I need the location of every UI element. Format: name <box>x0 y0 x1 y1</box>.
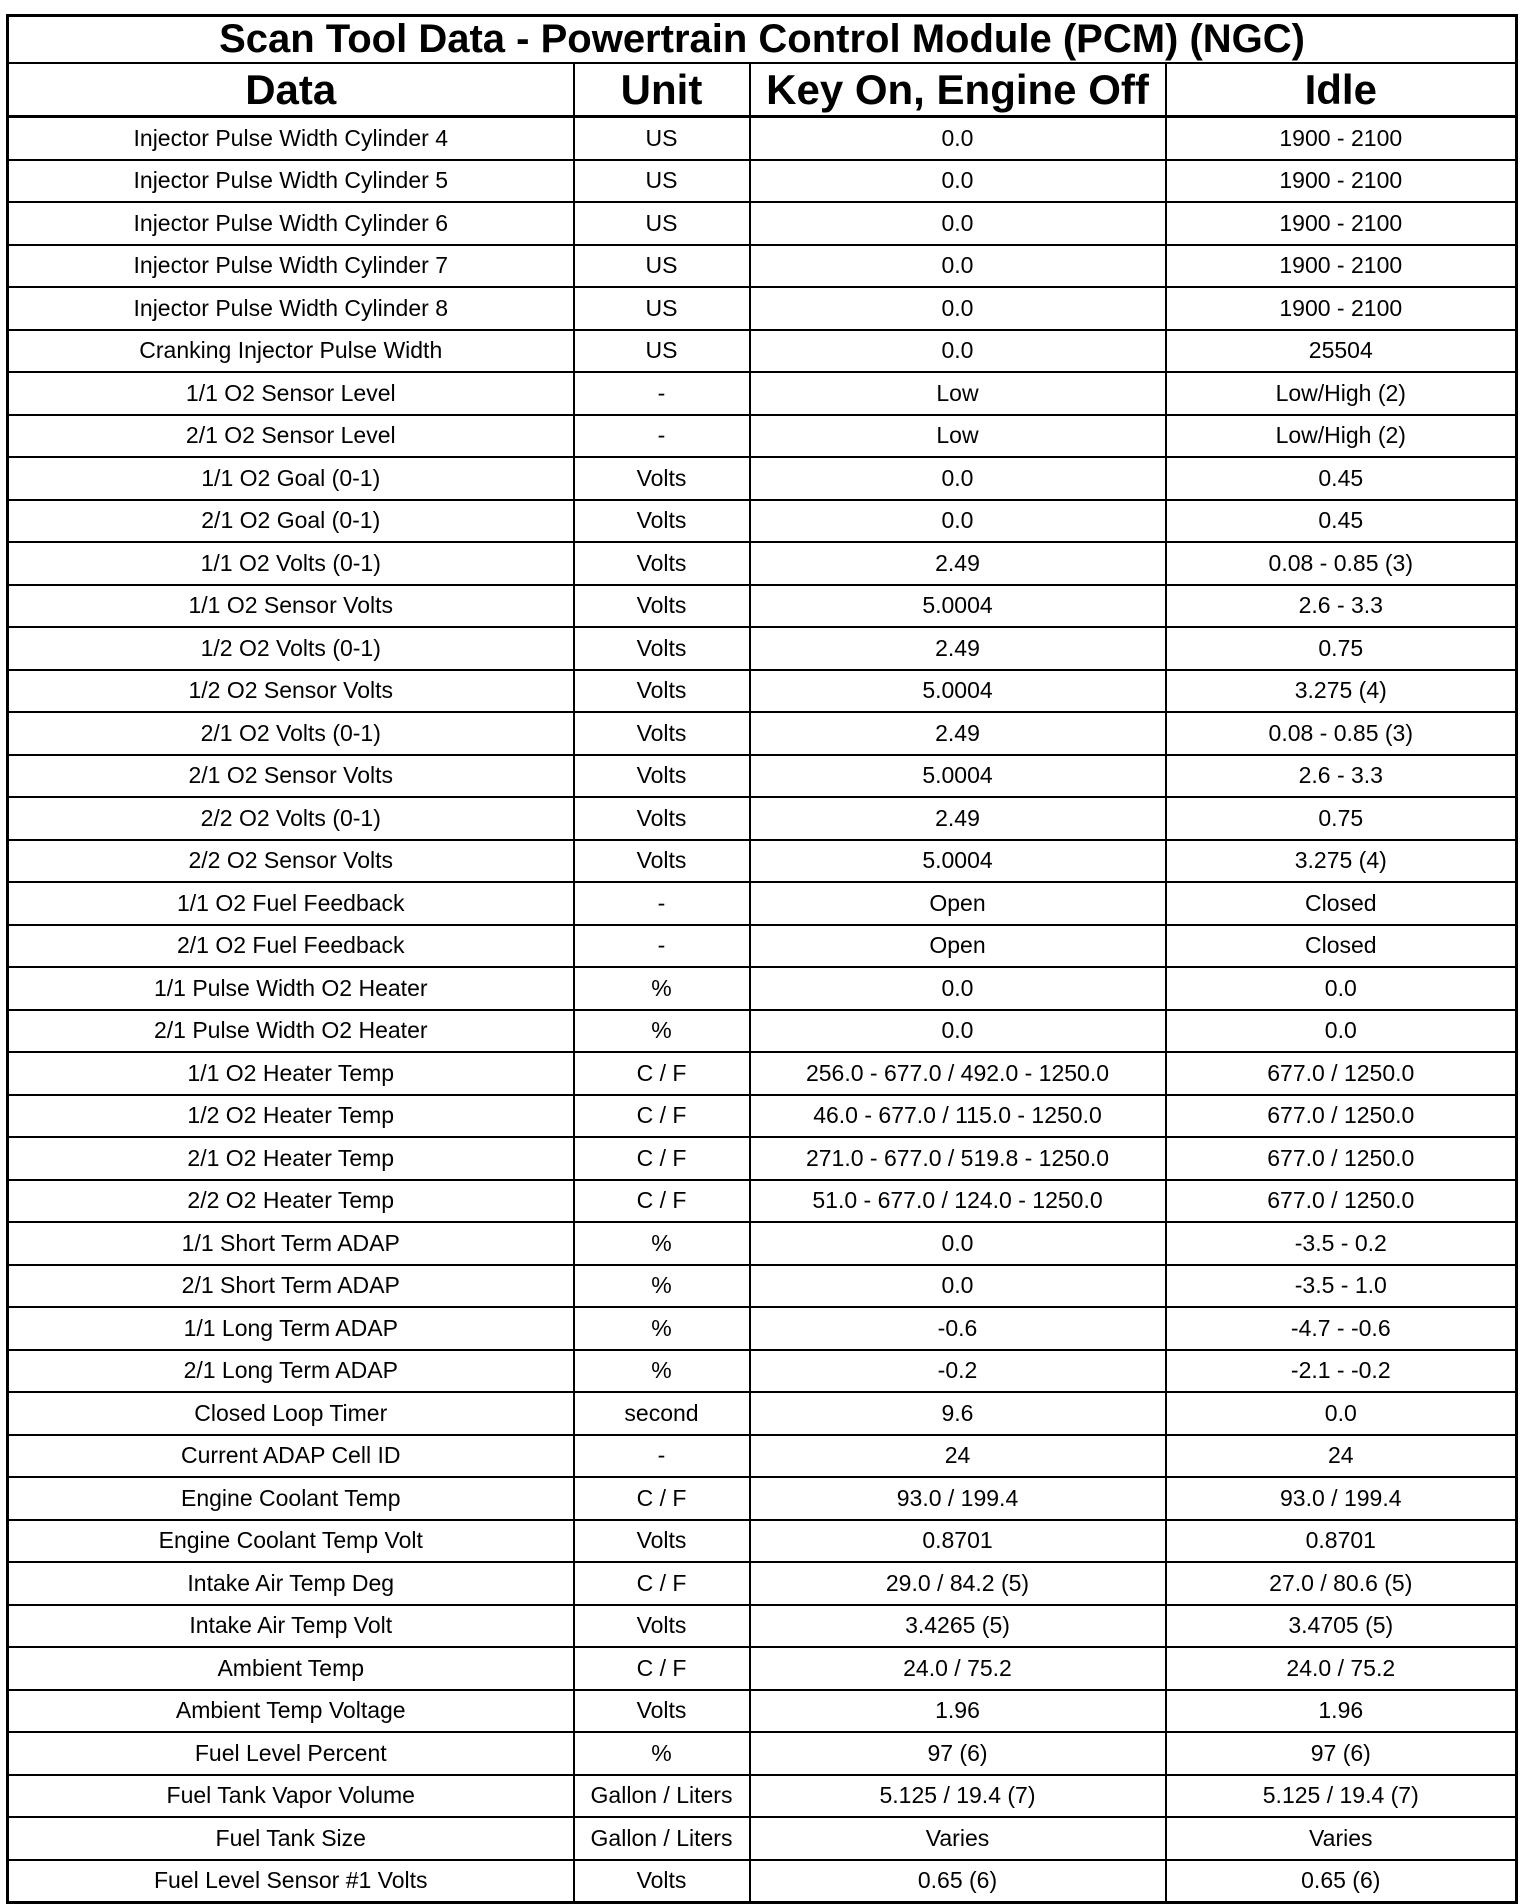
idle-cell: 3.275 (4) <box>1166 840 1517 883</box>
table-row <box>8 1435 1517 1478</box>
unit-cell: % <box>574 1265 750 1308</box>
idle-cell: 2.6 - 3.3 <box>1166 585 1517 628</box>
key-on-engine-off-cell: 24.0 / 75.2 <box>750 1647 1166 1690</box>
unit-cell: Gallon / Liters <box>574 1817 750 1860</box>
key-on-engine-off-cell: 5.0004 <box>750 755 1166 798</box>
data-cell: 2/1 Pulse Width O2 Heater <box>8 1010 574 1053</box>
table-row <box>8 1392 1517 1435</box>
idle-cell: Closed <box>1166 925 1517 968</box>
unit-cell: C / F <box>574 1137 750 1180</box>
data-cell: Fuel Level Sensor #1 Volts <box>8 1860 574 1903</box>
table-row <box>8 1477 1517 1520</box>
key-on-engine-off-cell: 5.0004 <box>750 670 1166 713</box>
key-on-engine-off-cell: Low <box>750 415 1166 458</box>
unit-cell: US <box>574 287 750 330</box>
unit-cell: % <box>574 1307 750 1350</box>
table-row <box>8 287 1517 330</box>
table-row <box>8 1095 1517 1138</box>
data-cell: 1/1 O2 Sensor Volts <box>8 585 574 628</box>
table-row <box>8 1350 1517 1393</box>
idle-cell: 0.75 <box>1166 797 1517 840</box>
data-cell: Closed Loop Timer <box>8 1392 574 1435</box>
unit-cell: - <box>574 882 750 925</box>
key-on-engine-off-cell: 2.49 <box>750 712 1166 755</box>
key-on-engine-off-cell: Open <box>750 925 1166 968</box>
table-row <box>8 1265 1517 1308</box>
table-row <box>8 245 1517 288</box>
idle-cell: 24.0 / 75.2 <box>1166 1647 1517 1690</box>
key-on-engine-off-cell: Varies <box>750 1817 1166 1860</box>
unit-cell: - <box>574 415 750 458</box>
data-cell: 1/1 Pulse Width O2 Heater <box>8 967 574 1010</box>
table-row <box>8 1520 1517 1563</box>
idle-cell: -3.5 - 0.2 <box>1166 1222 1517 1265</box>
data-cell: 1/2 O2 Volts (0-1) <box>8 627 574 670</box>
idle-cell: 3.4705 (5) <box>1166 1605 1517 1648</box>
data-cell: 2/1 O2 Sensor Level <box>8 415 574 458</box>
idle-cell: 25504 <box>1166 330 1517 373</box>
key-on-engine-off-cell: 2.49 <box>750 542 1166 585</box>
data-cell: 2/1 O2 Sensor Volts <box>8 755 574 798</box>
unit-cell: % <box>574 1010 750 1053</box>
table-row <box>8 372 1517 415</box>
idle-cell: 27.0 / 80.6 (5) <box>1166 1562 1517 1605</box>
key-on-engine-off-cell: 0.0 <box>750 1010 1166 1053</box>
unit-cell: Volts <box>574 627 750 670</box>
key-on-engine-off-cell: 5.0004 <box>750 585 1166 628</box>
key-on-engine-off-cell: 0.0 <box>750 457 1166 500</box>
unit-cell: Volts <box>574 1860 750 1903</box>
table-row <box>8 882 1517 925</box>
key-on-engine-off-cell: -0.6 <box>750 1307 1166 1350</box>
unit-cell: Volts <box>574 712 750 755</box>
data-cell: Engine Coolant Temp Volt <box>8 1520 574 1563</box>
unit-cell: second <box>574 1392 750 1435</box>
key-on-engine-off-cell: 0.0 <box>750 245 1166 288</box>
table-title: Scan Tool Data - Powertrain Control Module (PCM) (NGC) <box>8 16 1517 64</box>
key-on-engine-off-cell: 9.6 <box>750 1392 1166 1435</box>
scan-tool-data-table <box>6 14 1518 1904</box>
key-on-engine-off-cell: 271.0 - 677.0 / 519.8 - 1250.0 <box>750 1137 1166 1180</box>
unit-cell: Gallon / Liters <box>574 1775 750 1818</box>
data-cell: Engine Coolant Temp <box>8 1477 574 1520</box>
data-cell: 2/1 O2 Fuel Feedback <box>8 925 574 968</box>
table-row <box>8 1010 1517 1053</box>
table-row <box>8 1860 1517 1903</box>
key-on-engine-off-cell: 0.0 <box>750 1265 1166 1308</box>
table-row <box>8 1647 1517 1690</box>
data-cell: 1/1 Short Term ADAP <box>8 1222 574 1265</box>
table-row <box>8 1817 1517 1860</box>
unit-cell: Volts <box>574 457 750 500</box>
data-cell: 2/1 O2 Volts (0-1) <box>8 712 574 755</box>
unit-cell: US <box>574 117 750 160</box>
key-on-engine-off-cell: 3.4265 (5) <box>750 1605 1166 1648</box>
data-cell: 2/1 O2 Heater Temp <box>8 1137 574 1180</box>
key-on-engine-off-cell: 5.0004 <box>750 840 1166 883</box>
unit-cell: C / F <box>574 1052 750 1095</box>
table-row <box>8 330 1517 373</box>
data-cell: Ambient Temp Voltage <box>8 1690 574 1733</box>
data-cell: Injector Pulse Width Cylinder 6 <box>8 202 574 245</box>
idle-cell: Low/High (2) <box>1166 372 1517 415</box>
data-cell: Fuel Tank Vapor Volume <box>8 1775 574 1818</box>
table-row <box>8 1690 1517 1733</box>
data-cell: 2/1 Short Term ADAP <box>8 1265 574 1308</box>
key-on-engine-off-cell: 0.0 <box>750 330 1166 373</box>
data-cell: Ambient Temp <box>8 1647 574 1690</box>
unit-cell: Volts <box>574 542 750 585</box>
idle-cell: 0.45 <box>1166 457 1517 500</box>
unit-cell: C / F <box>574 1095 750 1138</box>
table-title-row <box>8 16 1517 64</box>
key-on-engine-off-cell: Low <box>750 372 1166 415</box>
key-on-engine-off-cell: Open <box>750 882 1166 925</box>
idle-cell: 677.0 / 1250.0 <box>1166 1052 1517 1095</box>
idle-cell: 0.75 <box>1166 627 1517 670</box>
idle-cell: 677.0 / 1250.0 <box>1166 1095 1517 1138</box>
data-cell: Injector Pulse Width Cylinder 8 <box>8 287 574 330</box>
unit-cell: C / F <box>574 1477 750 1520</box>
table-row <box>8 1137 1517 1180</box>
idle-cell: 677.0 / 1250.0 <box>1166 1137 1517 1180</box>
unit-cell: C / F <box>574 1180 750 1223</box>
unit-cell: C / F <box>574 1647 750 1690</box>
key-on-engine-off-cell: 0.65 (6) <box>750 1860 1166 1903</box>
idle-cell: 0.0 <box>1166 1010 1517 1053</box>
table-row <box>8 967 1517 1010</box>
column-header-key-on-engine-off: Key On, Engine Off <box>750 63 1166 117</box>
column-header-idle: Idle <box>1166 63 1517 117</box>
idle-cell: 1.96 <box>1166 1690 1517 1733</box>
idle-cell: 1900 - 2100 <box>1166 287 1517 330</box>
key-on-engine-off-cell: 0.0 <box>750 287 1166 330</box>
key-on-engine-off-cell: 51.0 - 677.0 / 124.0 - 1250.0 <box>750 1180 1166 1223</box>
table-row <box>8 202 1517 245</box>
data-cell: 2/2 O2 Heater Temp <box>8 1180 574 1223</box>
data-cell: Injector Pulse Width Cylinder 5 <box>8 160 574 203</box>
key-on-engine-off-cell: 0.0 <box>750 967 1166 1010</box>
idle-cell: 0.45 <box>1166 500 1517 543</box>
idle-cell: -2.1 - -0.2 <box>1166 1350 1517 1393</box>
unit-cell: Volts <box>574 797 750 840</box>
key-on-engine-off-cell: 0.0 <box>750 160 1166 203</box>
unit-cell: % <box>574 1350 750 1393</box>
table-row <box>8 457 1517 500</box>
key-on-engine-off-cell: 97 (6) <box>750 1732 1166 1775</box>
idle-cell: 97 (6) <box>1166 1732 1517 1775</box>
key-on-engine-off-cell: 256.0 - 677.0 / 492.0 - 1250.0 <box>750 1052 1166 1095</box>
data-cell: 2/1 Long Term ADAP <box>8 1350 574 1393</box>
table-row <box>8 1562 1517 1605</box>
scan-tool-data-document <box>6 14 1515 1894</box>
key-on-engine-off-cell: 93.0 / 199.4 <box>750 1477 1166 1520</box>
data-cell: Fuel Tank Size <box>8 1817 574 1860</box>
data-cell: 2/2 O2 Volts (0-1) <box>8 797 574 840</box>
data-cell: 2/2 O2 Sensor Volts <box>8 840 574 883</box>
key-on-engine-off-cell: 0.0 <box>750 500 1166 543</box>
key-on-engine-off-cell: 0.0 <box>750 117 1166 160</box>
idle-cell: 93.0 / 199.4 <box>1166 1477 1517 1520</box>
data-cell: 1/1 Long Term ADAP <box>8 1307 574 1350</box>
unit-cell: - <box>574 925 750 968</box>
key-on-engine-off-cell: 24 <box>750 1435 1166 1478</box>
key-on-engine-off-cell: 1.96 <box>750 1690 1166 1733</box>
table-row <box>8 585 1517 628</box>
idle-cell: Varies <box>1166 1817 1517 1860</box>
table-row <box>8 670 1517 713</box>
column-header-unit: Unit <box>574 63 750 117</box>
table-row <box>8 840 1517 883</box>
table-row <box>8 1605 1517 1648</box>
unit-cell: C / F <box>574 1562 750 1605</box>
idle-cell: -4.7 - -0.6 <box>1166 1307 1517 1350</box>
idle-cell: 1900 - 2100 <box>1166 117 1517 160</box>
data-cell: Intake Air Temp Deg <box>8 1562 574 1605</box>
unit-cell: US <box>574 245 750 288</box>
idle-cell: 0.65 (6) <box>1166 1860 1517 1903</box>
key-on-engine-off-cell: -0.2 <box>750 1350 1166 1393</box>
table-row <box>8 117 1517 160</box>
data-cell: Current ADAP Cell ID <box>8 1435 574 1478</box>
unit-cell: - <box>574 1435 750 1478</box>
data-cell: Cranking Injector Pulse Width <box>8 330 574 373</box>
idle-cell: 5.125 / 19.4 (7) <box>1166 1775 1517 1818</box>
data-cell: 1/1 O2 Heater Temp <box>8 1052 574 1095</box>
data-cell: 1/1 O2 Sensor Level <box>8 372 574 415</box>
table-row <box>8 160 1517 203</box>
idle-cell: 3.275 (4) <box>1166 670 1517 713</box>
unit-cell: Volts <box>574 1605 750 1648</box>
unit-cell: US <box>574 160 750 203</box>
unit-cell: Volts <box>574 755 750 798</box>
idle-cell: -3.5 - 1.0 <box>1166 1265 1517 1308</box>
unit-cell: % <box>574 1222 750 1265</box>
table-row <box>8 925 1517 968</box>
idle-cell: 677.0 / 1250.0 <box>1166 1180 1517 1223</box>
data-cell: 1/1 O2 Fuel Feedback <box>8 882 574 925</box>
unit-cell: Volts <box>574 500 750 543</box>
column-header-row <box>8 63 1517 117</box>
idle-cell: Closed <box>1166 882 1517 925</box>
table-row <box>8 542 1517 585</box>
key-on-engine-off-cell: 0.0 <box>750 202 1166 245</box>
unit-cell: US <box>574 202 750 245</box>
unit-cell: Volts <box>574 670 750 713</box>
data-cell: 1/1 O2 Goal (0-1) <box>8 457 574 500</box>
idle-cell: 0.8701 <box>1166 1520 1517 1563</box>
key-on-engine-off-cell: 5.125 / 19.4 (7) <box>750 1775 1166 1818</box>
table-row <box>8 1180 1517 1223</box>
unit-cell: Volts <box>574 840 750 883</box>
table-row <box>8 712 1517 755</box>
unit-cell: Volts <box>574 585 750 628</box>
idle-cell: 0.0 <box>1166 1392 1517 1435</box>
data-cell: Injector Pulse Width Cylinder 7 <box>8 245 574 288</box>
key-on-engine-off-cell: 2.49 <box>750 797 1166 840</box>
idle-cell: Low/High (2) <box>1166 415 1517 458</box>
unit-cell: Volts <box>574 1520 750 1563</box>
unit-cell: % <box>574 1732 750 1775</box>
table-body <box>8 117 1517 1903</box>
idle-cell: 1900 - 2100 <box>1166 160 1517 203</box>
table-row <box>8 755 1517 798</box>
data-cell: Injector Pulse Width Cylinder 4 <box>8 117 574 160</box>
idle-cell: 0.08 - 0.85 (3) <box>1166 712 1517 755</box>
key-on-engine-off-cell: 2.49 <box>750 627 1166 670</box>
table-row <box>8 1307 1517 1350</box>
column-header-data: Data <box>8 63 574 117</box>
key-on-engine-off-cell: 29.0 / 84.2 (5) <box>750 1562 1166 1605</box>
data-cell: 2/1 O2 Goal (0-1) <box>8 500 574 543</box>
data-cell: 1/2 O2 Sensor Volts <box>8 670 574 713</box>
table-row <box>8 415 1517 458</box>
idle-cell: 2.6 - 3.3 <box>1166 755 1517 798</box>
idle-cell: 0.08 - 0.85 (3) <box>1166 542 1517 585</box>
key-on-engine-off-cell: 0.8701 <box>750 1520 1166 1563</box>
idle-cell: 1900 - 2100 <box>1166 202 1517 245</box>
idle-cell: 1900 - 2100 <box>1166 245 1517 288</box>
idle-cell: 0.0 <box>1166 967 1517 1010</box>
table-row <box>8 500 1517 543</box>
data-cell: Fuel Level Percent <box>8 1732 574 1775</box>
unit-cell: US <box>574 330 750 373</box>
table-row <box>8 627 1517 670</box>
table-row <box>8 1222 1517 1265</box>
data-cell: Intake Air Temp Volt <box>8 1605 574 1648</box>
table-row <box>8 797 1517 840</box>
idle-cell: 24 <box>1166 1435 1517 1478</box>
table-row <box>8 1732 1517 1775</box>
table-row <box>8 1052 1517 1095</box>
unit-cell: Volts <box>574 1690 750 1733</box>
key-on-engine-off-cell: 0.0 <box>750 1222 1166 1265</box>
unit-cell: % <box>574 967 750 1010</box>
unit-cell: - <box>574 372 750 415</box>
data-cell: 1/2 O2 Heater Temp <box>8 1095 574 1138</box>
key-on-engine-off-cell: 46.0 - 677.0 / 115.0 - 1250.0 <box>750 1095 1166 1138</box>
data-cell: 1/1 O2 Volts (0-1) <box>8 542 574 585</box>
table-row <box>8 1775 1517 1818</box>
